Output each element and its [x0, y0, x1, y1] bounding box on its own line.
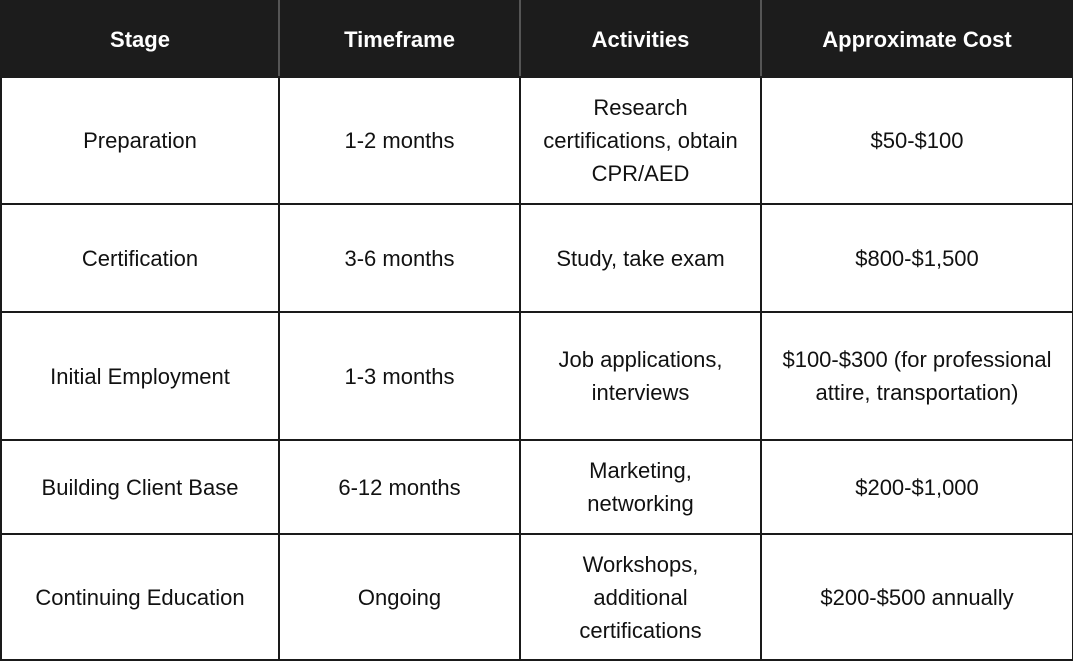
- table-header: [1, 1, 1073, 77]
- cell-stage: Preparation: [1, 77, 279, 204]
- table-row: [1, 312, 1073, 440]
- cell-stage: Initial Employment: [1, 312, 279, 440]
- table-row: [1, 440, 1073, 534]
- cell-stage: Continuing Education: [1, 534, 279, 660]
- cell-stage: Certification: [1, 204, 279, 312]
- cell-activities: Study, take exam: [520, 204, 761, 312]
- table-body: [1, 77, 1073, 660]
- cell-timeframe: 6-12 months: [279, 440, 520, 534]
- header-row: [1, 1, 1073, 77]
- cell-cost: $200-$1,000: [761, 440, 1073, 534]
- cell-timeframe: 1-3 months: [279, 312, 520, 440]
- cell-activities: Workshops, additional certifications: [520, 534, 761, 660]
- cell-timeframe: Ongoing: [279, 534, 520, 660]
- cell-timeframe: 3-6 months: [279, 204, 520, 312]
- cell-cost: $200-$500 annually: [761, 534, 1073, 660]
- cell-activities: Research certifications, obtain CPR/AED: [520, 77, 761, 204]
- cell-activities: Marketing, networking: [520, 440, 761, 534]
- header-approximate-cost: Approximate Cost: [761, 1, 1073, 77]
- header-activities: Activities: [520, 1, 761, 77]
- cell-activities: Job applications, interviews: [520, 312, 761, 440]
- cell-cost: $100-$300 (for professional attire, transportation): [761, 312, 1073, 440]
- header-stage: Stage: [1, 1, 279, 77]
- table-row: [1, 534, 1073, 660]
- header-timeframe: Timeframe: [279, 1, 520, 77]
- cell-cost: $50-$100: [761, 77, 1073, 204]
- cell-timeframe: 1-2 months: [279, 77, 520, 204]
- cell-stage: Building Client Base: [1, 440, 279, 534]
- table-row: [1, 77, 1073, 204]
- cell-cost: $800-$1,500: [761, 204, 1073, 312]
- table-row: [1, 204, 1073, 312]
